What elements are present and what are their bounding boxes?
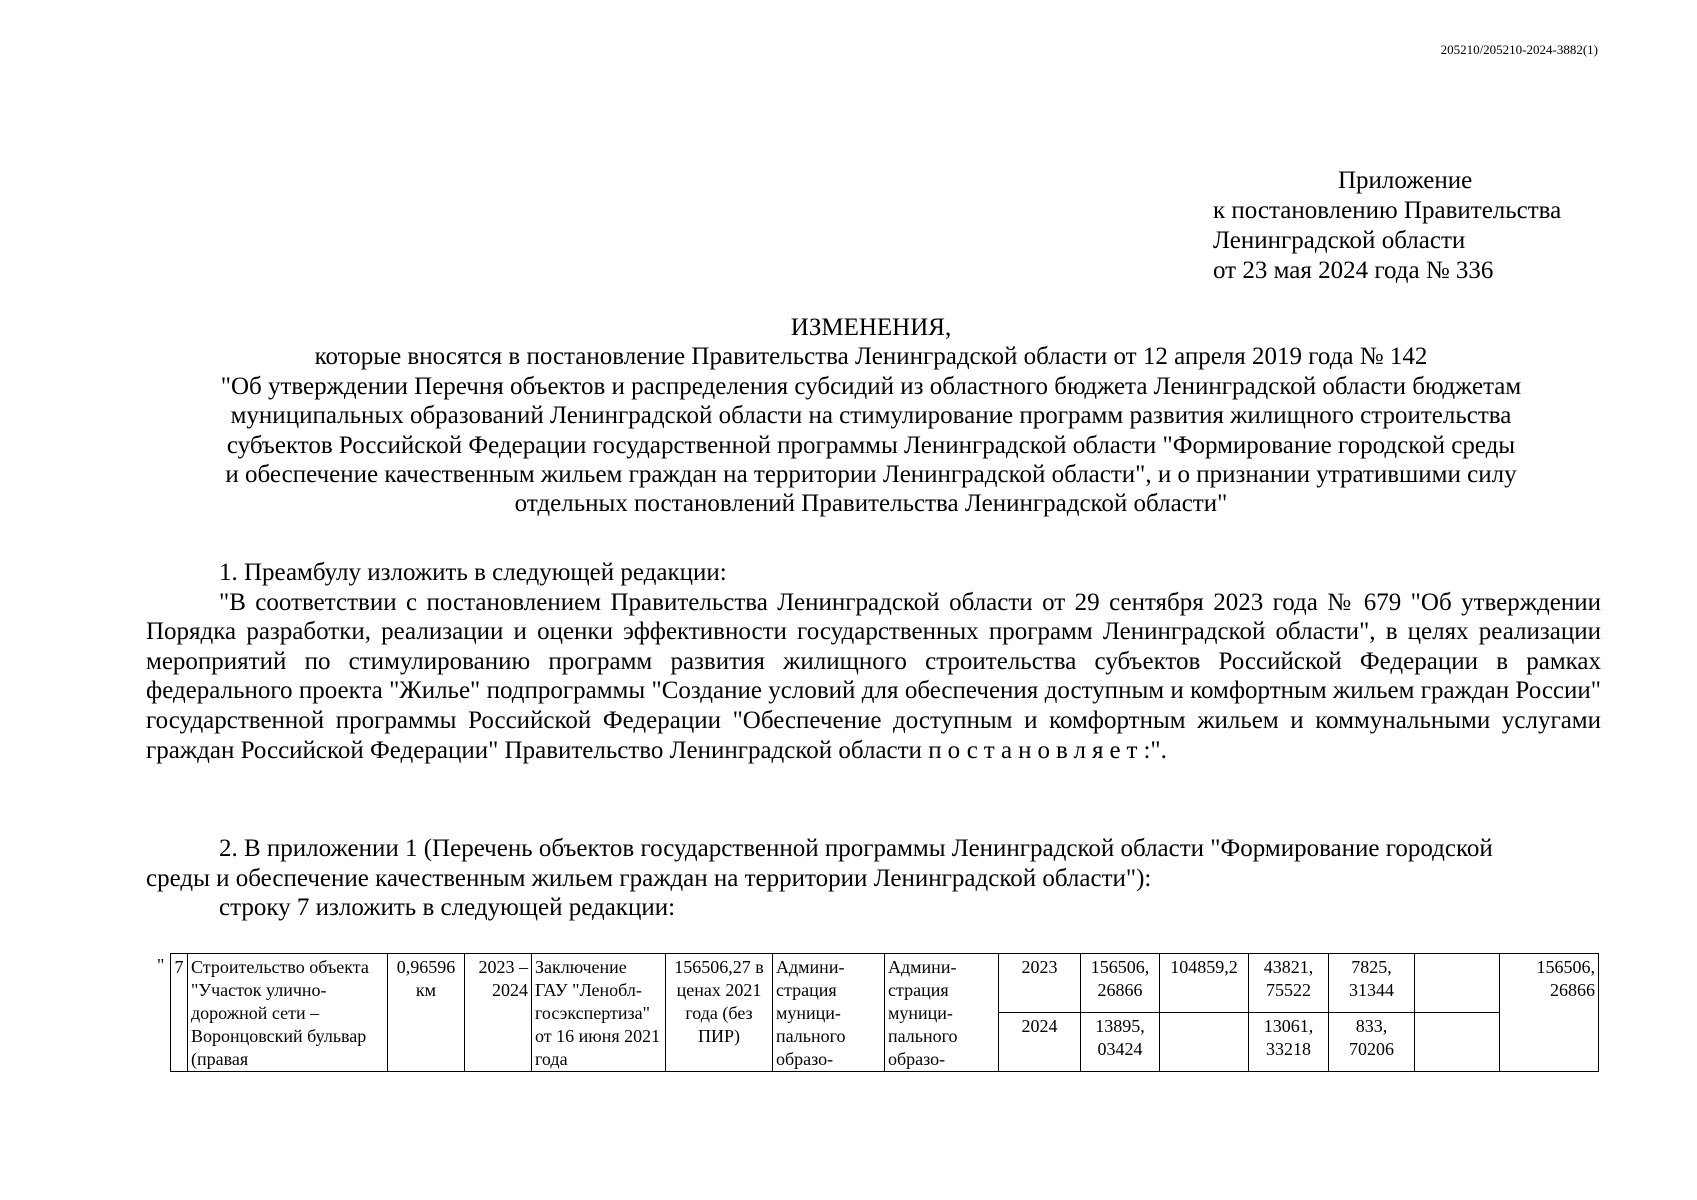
item-2-lead: 2. В приложении 1 (Перечень объектов государственной программы Ленинградской области "Формирование городской xyxy=(219,835,1493,862)
total-last-cell: 156506, 26866 xyxy=(1500,954,1599,1072)
item-2-cont: среды и обеспечение качественным жильем граждан на территории Ленинградской области"): xyxy=(146,864,1152,892)
item-1 xyxy=(146,558,1601,765)
item-2-instruction: строку 7 изложить в следующей редакции: xyxy=(219,894,676,922)
total-cell: 156506, 26866 xyxy=(1081,954,1160,1013)
extra-cell xyxy=(1415,954,1500,1013)
appendix-line: к постановлению Правительства xyxy=(1213,197,1562,224)
preamble-text: "В соответствии с постановлением Правительства Ленинградской области от 29 сентября 2023 года № 679 "Об утверждении Порядка разработки, реализации и оценки эффективности государственных программ Ленинградской области", в целях реализации мероприятий по стимулированию программ развития жилищного строительства субъектов Российской Федерации в рамках федерального проекта "Жилье" подпрограммы "Создание условий для обеспечения доступным и комфортным жильем граждан России" государственной программы Российской Федерации "Обеспечение доступным и комфортным жильем и коммунальными услугами граждан Российской Федерации" Правительство Ленинградской области xyxy=(146,588,1601,764)
objects-table xyxy=(170,953,1599,1072)
object-period: 2023 – 2024 xyxy=(465,954,532,1072)
developer: Админи-страция муници-пального образо- xyxy=(885,954,999,1072)
local-cell: 833, 70206 xyxy=(1329,1013,1415,1072)
document-id: 205210/205210-2024-3882(1) xyxy=(1440,42,1598,57)
appendix-block xyxy=(1213,166,1673,286)
preamble-quote xyxy=(146,588,1601,766)
year-cell: 2024 xyxy=(999,1013,1081,1072)
extra-cell xyxy=(1415,1013,1500,1072)
year-cell: 2023 xyxy=(999,954,1081,1013)
appendix-title: Приложение xyxy=(1338,167,1473,194)
regional-cell: 13061, 33218 xyxy=(1249,1013,1329,1072)
document-heading xyxy=(140,313,1602,519)
spaced-word: постановляет xyxy=(928,736,1144,764)
object-cost: 156506,27 в ценах 2021 года (без ПИР) xyxy=(666,954,773,1072)
regional-cell: 43821, 75522 xyxy=(1249,954,1329,1013)
appendix-date: от 23 мая 2024 года № 336 xyxy=(1213,257,1494,284)
heading-line: отдельных постановлений Правительства Ленинградской области" xyxy=(514,490,1228,518)
expertise-conclusion: Заключение ГАУ "Ленобл-госэкспертиза" от 16 июня 2021 года xyxy=(532,954,666,1072)
federal-cell: 104859,2 xyxy=(1160,954,1249,1013)
heading-line: муниципальных образований Ленинградской области на стимулирование программ развития жилищного строительства xyxy=(230,402,1512,430)
federal-cell xyxy=(1160,1013,1249,1072)
object-name: Строительство объекта "Участок улично-дорожной сети – Воронцовский бульвар (правая xyxy=(188,954,388,1072)
heading-line: которые вносятся в постановление Правительства Ленинградской области от 12 апреля 2019 года № 142 xyxy=(314,343,1428,371)
heading-line: и обеспечение качественным жильем граждан на территории Ленинградской области", и о признании утратившими силу xyxy=(225,461,1517,489)
preamble-tail: :". xyxy=(1143,736,1167,764)
total-cell: 13895, 03424 xyxy=(1081,1013,1160,1072)
row-number: 7 xyxy=(171,954,188,1072)
table-open-quote: " xyxy=(157,955,165,975)
item-2 xyxy=(146,834,1601,923)
local-cell: 7825, 31344 xyxy=(1329,954,1415,1013)
heading-line: "Об утверждении Перечня объектов и распределения субсидий из областного бюджета Ленинградской области бюджетам xyxy=(220,372,1522,400)
object-length: 0,96596 км xyxy=(388,954,465,1072)
heading-title: ИЗМЕНЕНИЯ, xyxy=(790,314,952,341)
table-row xyxy=(171,954,1599,1013)
item-1-lead: 1. Преамбулу изложить в следующей редакции: xyxy=(219,559,727,586)
heading-line: субъектов Российской Федерации государственной программы Ленинградской области "Формирование городской среды xyxy=(226,431,1516,459)
customer: Админи-страция муници-пального образо- xyxy=(773,954,885,1072)
appendix-line: Ленинградской области xyxy=(1213,227,1466,254)
